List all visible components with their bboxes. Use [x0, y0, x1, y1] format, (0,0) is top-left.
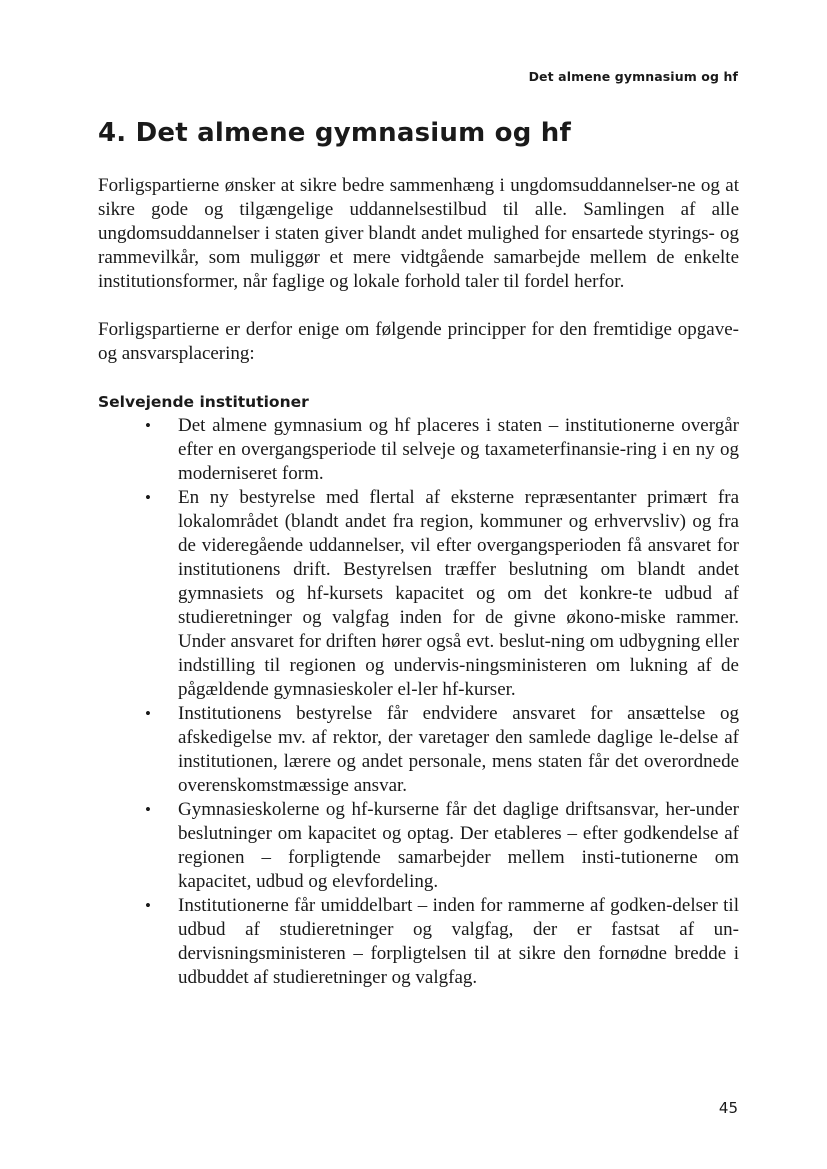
- list-item: [98, 798, 739, 894]
- section-heading: Selvejende institutioner: [98, 393, 309, 411]
- list-item-text: En ny bestyrelse med flertal af eksterne repræsentanter primært fra lokalområdet (blandt andet fra region, kommuner og erhvervsliv) og fra de videregående uddannelser, vil efter overgangsperioden få ansvaret for institutionens drift. Bestyrelsen træffer beslutning om blandt andet gymnasiets og hf-kursets kapacitet og om det konkre-te udbud af studieretninger og valgfag inden for de givne økono-miske rammer. Under ansvaret for driften hører også evt. beslut-ning om udbygning eller indstilling til regionen og undervis-ningsministeren om lukning af de pågældende gymnasieskoler el-ler hf-kurser.: [178, 487, 739, 700]
- bullet-icon: •: [145, 416, 151, 435]
- bullet-icon: •: [145, 704, 151, 723]
- list-item: [98, 486, 739, 702]
- bullet-list: [98, 414, 739, 990]
- intro-paragraph: Forligspartierne ønsker at sikre bedre sammenhæng i ungdomsuddannelser-ne og at sikre gode og tilgængelige uddannelsestilbud til alle. Samlingen af alle ungdomsuddannelser i staten giver blandt andet mulighed for ensartede styrings- og rammevilkår, som muliggør et mere vidtgående samarbejde mellem de enkelte institutionsformer, når faglige og lokale forhold taler til fordel herfor.: [98, 175, 739, 292]
- chapter-title: 4. Det almene gymnasium og hf: [98, 118, 571, 148]
- running-header: Det almene gymnasium og hf: [528, 69, 738, 84]
- list-item: [98, 702, 739, 798]
- list-item: [98, 414, 739, 486]
- list-item-text: Gymnasieskolerne og hf-kurserne får det daglige driftsansvar, her-under beslutninger om kapacitet og optag. Der etableres – efter godkendelse af regionen – forpligtende samarbejder mellem insti-tutionerne om kapacitet, udbud og elevfordeling.: [178, 799, 739, 892]
- list-item-text: Institutionens bestyrelse får endvidere ansvaret for ansættelse og afskedigelse mv. af rektor, der varetager den samlede daglige le-delse af institutionen, lærere og andet personale, mens staten får det overordnede overenskomstmæssige ansvar.: [178, 703, 739, 796]
- list-item-text: Det almene gymnasium og hf placeres i staten – institutionerne overgår efter en overgangsperiode til selveje og taxameterfinansie-ring i en ny og moderniseret form.: [178, 415, 739, 484]
- list-item-text: Institutionerne får umiddelbart – inden for rammerne af godken-delser til udbud af studieretninger og valgfag, der er fastsat af un-dervisningsministeren – forpligtelsen til at sikre den fornødne bredde i udbuddet af studieretninger og valgfag.: [178, 895, 739, 988]
- principles-paragraph: Forligspartierne er derfor enige om følgende principper for den fremtidige opgave- og ansvarsplacering:: [98, 319, 739, 364]
- bullet-icon: •: [145, 800, 151, 819]
- bullet-icon: •: [145, 488, 151, 507]
- bullet-icon: •: [145, 896, 151, 915]
- list-item: [98, 894, 739, 990]
- page-number: 45: [718, 1099, 738, 1117]
- page-body: [98, 174, 739, 990]
